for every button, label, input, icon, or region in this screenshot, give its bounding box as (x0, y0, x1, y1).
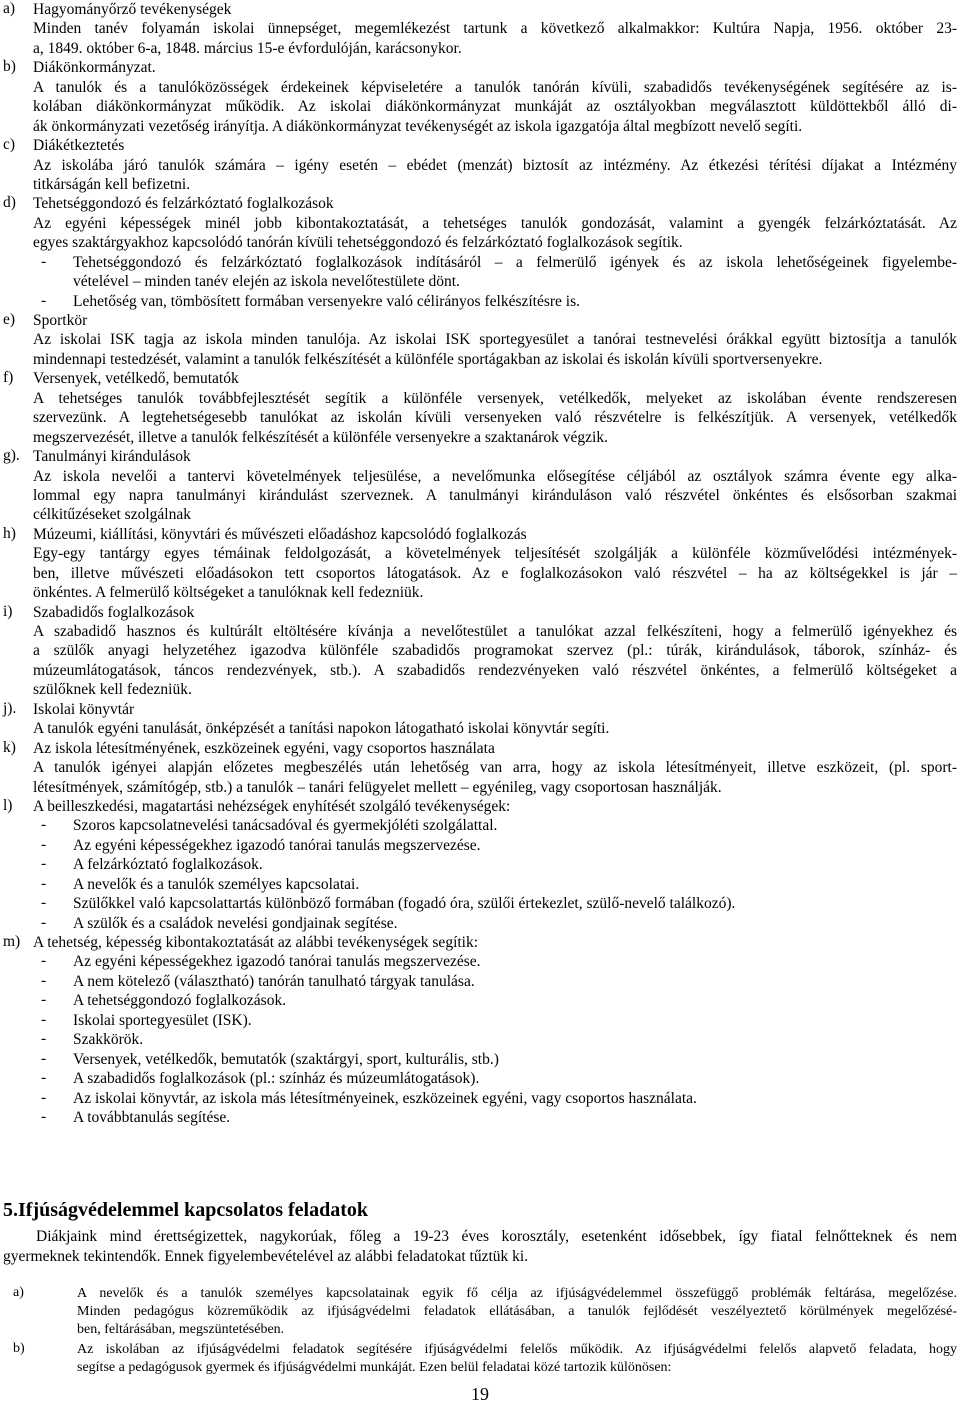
item-label: m) (3, 933, 21, 950)
text-line: Szülőkkel való kapcsolattartás különböző formában (fogadó óra, szülői értekezlet, szülő-nevelő találkozó). (73, 895, 736, 913)
item-label: a) (3, 0, 16, 17)
text-line: ák önkormányzati vezetőség irányítja. A diákönkormányzat tevékenységét az iskola igazgatója által megbízott nevelő segíti. (33, 117, 803, 135)
dash-item (33, 1108, 957, 1127)
text-line: Diákjaink mind érettségizettek, nagykorúak, főleg a 19-23 éves korosztály, esetenként idősebbek, így fiatal felnőtteknek és nem (36, 1228, 957, 1245)
text-line: Szoros kapcsolatnevelési tanácsadóval és gyermekjóléti szolgálattal. (73, 817, 498, 835)
item-label: i) (3, 602, 13, 620)
dash-item (33, 875, 957, 894)
item-title: Hagyományőrző tevékenységek (33, 1, 232, 18)
dash-item (33, 855, 957, 874)
dash-item (33, 816, 957, 835)
dash-bullet: - (41, 855, 47, 873)
text-line: vételével – minden tanév elején az iskola nevelőtestülete dönt. (73, 273, 460, 291)
text-line: szülőknek kell fedezniük. (33, 681, 192, 699)
dash-bullet: - (41, 1069, 47, 1087)
item-label: e) (3, 311, 16, 328)
list-item (3, 447, 957, 525)
text-line: célkitűzéseket szolgálnak (33, 506, 191, 524)
text-line: kolában diákönkormányzat működik. Az iskolai diákönkormányzat munkáját az osztályokban megválasztott küldöttekből álló di- (33, 98, 957, 116)
page-number: 19 (471, 1384, 489, 1404)
text-line: A szabadidő hasznos és kultúrált eltöltésére kívánja a nevelőtestület a tanulókat azzal felkészíteni, hogy a felmerülő igényekhez és (33, 623, 957, 640)
item-title: A beilleszkedési, magatartási nehézségek enyhítését szolgáló tevékenységek: (33, 797, 511, 815)
item-label: f) (3, 369, 14, 387)
item-title: Diákétkeztetés (33, 137, 125, 155)
text-line: létesítmények, számítógép, stb.) a tanulók – tanári felügyelet mellett – egyénileg, vagy csoportosan használják. (33, 778, 722, 796)
item-title: Versenyek, vetélkedő, bemutatók (33, 370, 239, 388)
list-item (3, 1341, 957, 1377)
text-line: ben, feltárásában, megszüntetésében. (77, 1322, 285, 1337)
text-line: szervezünk. A legtehetségesebb tanulókat az iskolán kívüli versenyeken való részvételre is felkészítjük. A versenyek, vetélkedők (33, 409, 957, 427)
dash-item (33, 952, 957, 971)
text-line: A szabadidős foglalkozások (pl.: színház és múzeumlátogatások). (73, 1070, 480, 1088)
activity-list (3, 0, 957, 1127)
item-title: Sportkör (33, 312, 88, 329)
text-line: Az iskolába járó tanulók számára – igény esetén – ebédet (menzát) biztosít az intézmény. Az étkezési térítési díjakat a Intézmény (33, 156, 957, 174)
text-line: Minden tanév folyamán iskolai ünnepséget, megemlékezést tartunk a következő alkalmakkor: Kultúra Napja, 1956. október 23- (33, 20, 957, 38)
text-line: Egy-egy tantárgy egyes témáinak feldolgozását, a követelmények teljesítését szolgálják a különféle közművelődési intézmények- (33, 545, 957, 563)
text-line: a szülők anyagi helyzetéhez igazodva különféle szabadidős programokat szervez (pl.: túrák, kirándulások, táborok, színház- és (33, 642, 957, 660)
text-line: A szülők és a családok nevelési gondjainak segítése. (73, 914, 398, 932)
text-line: segítse a pedagógusok gyermek és ifjúságvédelmi munkáját. Ezen belül feladatai közé tartozik különösen: (77, 1360, 672, 1375)
dash-bullet: - (41, 874, 47, 892)
text-line: Az iskolában az ifjúságvédelmi feladatok segítésére ifjúságvédelmi felelős működik. Az ifjúságvédelmi felelős alapvető feladata, hogy (77, 1342, 957, 1357)
text-line: A nevelők és a tanulók személyes kapcsolatai. (73, 875, 360, 893)
text-line: mindennapi testedzését, valamint a tanulók felkészítését a különféle sportágakban az iskolai és iskolán kívüli sportversenyekre. (33, 350, 823, 368)
item-label: h) (3, 524, 16, 542)
dash-bullet: - (41, 1030, 47, 1048)
dash-item (33, 836, 957, 855)
list-item (3, 58, 957, 136)
item-label: k) (3, 738, 16, 756)
list-item (3, 194, 957, 311)
list-item (3, 311, 957, 369)
dash-item (33, 1030, 957, 1049)
dash-bullet: - (41, 816, 47, 834)
list-item (3, 525, 957, 603)
dash-bullet: - (41, 894, 47, 912)
list-item (3, 603, 957, 700)
text-line: Versenyek, vetélkedők, bemutatók (szaktárgyi, sport, kulturális, stb.) (73, 1050, 499, 1068)
item-title: Szabadidős foglalkozások (33, 603, 195, 621)
text-line: A tehetséges tanulók továbbfejlesztését segítik a különféle versenyek, vetélkedők, melyeket az iskolában évente rendszeresen (33, 389, 957, 407)
text-line: gyermeknek tekintendők. Ennek figyelembevételével az alábbi feladatokat tűztük ki. (3, 1248, 529, 1265)
text-line: egyes szaktárgyakhoz kapcsolódó tanórán kívüli tehetséggondozó és felzárkóztató foglalkozások segítik. (33, 234, 683, 252)
list-item (3, 0, 957, 58)
item-label: b) (3, 58, 16, 76)
dash-item (33, 253, 957, 292)
list-item (3, 739, 957, 797)
item-label: l) (3, 796, 13, 814)
dash-item (33, 894, 957, 913)
dash-bullet: - (41, 252, 47, 270)
dash-bullet: - (41, 1049, 47, 1067)
item-label: j). (3, 699, 17, 717)
dash-item (33, 1089, 957, 1108)
item-title: Iskolai könyvtár (33, 700, 135, 718)
item-title: Tehetséggondozó és felzárkóztató foglalkozások (33, 195, 334, 213)
text-line: Iskolai sportegyesület (ISK). (73, 1011, 252, 1029)
dash-bullet: - (41, 291, 47, 309)
item-title: A tehetség, képesség kibontakoztatását az alábbi tevékenységek segítik: (33, 934, 479, 951)
text-line: A tanulók és a tanulóközösségek érdekeinek képviseletére a tanulók tanórán kívüli, szabadidős tevékenységének segítésére az is- (33, 78, 957, 96)
text-line: Az iskola nevelői a tantervi követelmények teljesülése, a nevelőmunka elősegítése céljából az osztályok számra évente egy alka- (33, 467, 957, 485)
youth-protection-list (3, 1285, 957, 1379)
item-title: Az iskola létesítményének, eszközeinek egyéni, vagy csoportos használata (33, 739, 495, 757)
dash-bullet: - (41, 1010, 47, 1028)
dash-item (33, 292, 957, 311)
text-line: lommal egy napra tanulmányi kirándulást szerveznek. A tanulmányi kiránduláson való részvétel önkéntes és elsősorban szakmai (33, 486, 957, 504)
dash-item (33, 972, 957, 991)
dash-bullet: - (41, 913, 47, 931)
text-line: Az iskolai ISK tagja az iskola minden tanulója. Az iskolai ISK sportegyesület a tanórai testnevelési órákkal együtt biztosítja a tanulók (33, 331, 957, 349)
item-title: Múzeumi, kiállítási, könyvtári és művészeti előadáshoz kapcsolódó foglalkozás (33, 525, 527, 543)
list-item (3, 700, 957, 739)
text-line: Tehetséggondozó és felzárkóztató foglalkozások indításáról – a felmerülő igények és az iskola lehetőségeinek figyelembe- (73, 253, 957, 271)
text-line: Az iskolai könyvtár, az iskola más létesítményeinek, eszközeinek egyéni, vagy csoportos használata. (73, 1089, 697, 1107)
text-line: múzeumlátogatások, táncos rendezvények, stb.). A szabadidős rendezvényeken való részvétel önkéntes, a felmerülő költségeket a (33, 661, 957, 679)
text-line: A tanulók igényei alapján előzetes megbeszélés után lehetőség van arra, hogy az iskola létesítményeit, illetve eszközeit, (pl. sport- (33, 759, 957, 777)
list-item (3, 136, 957, 194)
text-line: önkéntes. A felmerülő költségeket a tanulóknak kell fedezniük. (33, 584, 424, 602)
text-line: Az egyéni képességekhez igazodó tanórai tanulás megszervezése. (73, 836, 481, 854)
list-item (3, 369, 957, 447)
item-title: Diákönkormányzat. (33, 59, 156, 77)
text-line: Az egyéni képességekhez igazodó tanórai tanulás megszervezése. (73, 953, 481, 971)
item-label: b) (13, 1341, 25, 1356)
dash-bullet: - (41, 835, 47, 853)
dash-bullet: - (41, 1107, 47, 1125)
text-line: Szakkörök. (73, 1031, 144, 1049)
item-label: a) (13, 1285, 24, 1300)
item-label: c) (3, 136, 16, 154)
text-line: a, 1849. október 6-a, 1848. március 15-e évfordulóján, karácsonykor. (33, 39, 462, 57)
section-intro (3, 1227, 957, 1267)
dash-bullet: - (41, 952, 47, 970)
item-label: g). (3, 447, 20, 465)
text-line: Minden pedagógus közreműködik az ifjúságvédelmi feladatok ellátásában, a tanulók fejlődését veszélyeztető körülmények megelőzésé- (77, 1304, 957, 1319)
text-line: A továbbtanulás segítése. (73, 1108, 231, 1126)
text-line: A tanulók egyéni tanulását, önképzését a tanítási napokon látogatható iskolai könyvtár segíti. (33, 720, 610, 738)
text-line: ben, illetve művészeti előadásokon tett csoportos látogatások. Az e foglalkozásokon való részvétel – ha az költségekkel is jár – (33, 564, 957, 582)
dash-bullet: - (41, 971, 47, 989)
section-heading: 5.Ifjúságvédelemmel kapcsolatos feladatok (3, 1199, 368, 1221)
text-line: A nevelők és a tanulók személyes kapcsolatainak egyik fő célja az ifjúságvédelemmel összefüggő problémák feltárása, megelőzése. (77, 1286, 957, 1301)
text-line: Az egyéni képességek minél jobb kibontakoztatását, a tehetséges tanulók gondozását, valamint a gyengék felzárkóztatását. Az (33, 214, 957, 232)
dash-item (33, 914, 957, 933)
list-item (3, 1285, 957, 1339)
text-line: A tehetséggondozó foglalkozások. (73, 992, 287, 1010)
text-line: A felzárkóztató foglalkozások. (73, 856, 263, 874)
dash-bullet: - (41, 1088, 47, 1106)
text-line: A nem kötelező (választható) tanórán tanulható tárgyak tanulása. (73, 972, 475, 990)
text-line: titkárságán kell befizetni. (33, 175, 191, 193)
list-item (3, 933, 957, 1127)
item-title: Tanulmányi kirándulások (33, 448, 191, 466)
text-line: megszervezését, illetve a tanulók felkészítését a különféle versenyekre a szaktanárok végzik. (33, 428, 608, 446)
dash-bullet: - (41, 991, 47, 1009)
dash-item (33, 1050, 957, 1069)
dash-item (33, 1011, 957, 1030)
list-item (3, 797, 957, 933)
dash-item (33, 991, 957, 1010)
item-label: d) (3, 194, 16, 212)
dash-item (33, 1069, 957, 1088)
text-line: Lehetőség van, tömbösített formában versenyekre való célirányos felkészítésre is. (73, 292, 581, 310)
